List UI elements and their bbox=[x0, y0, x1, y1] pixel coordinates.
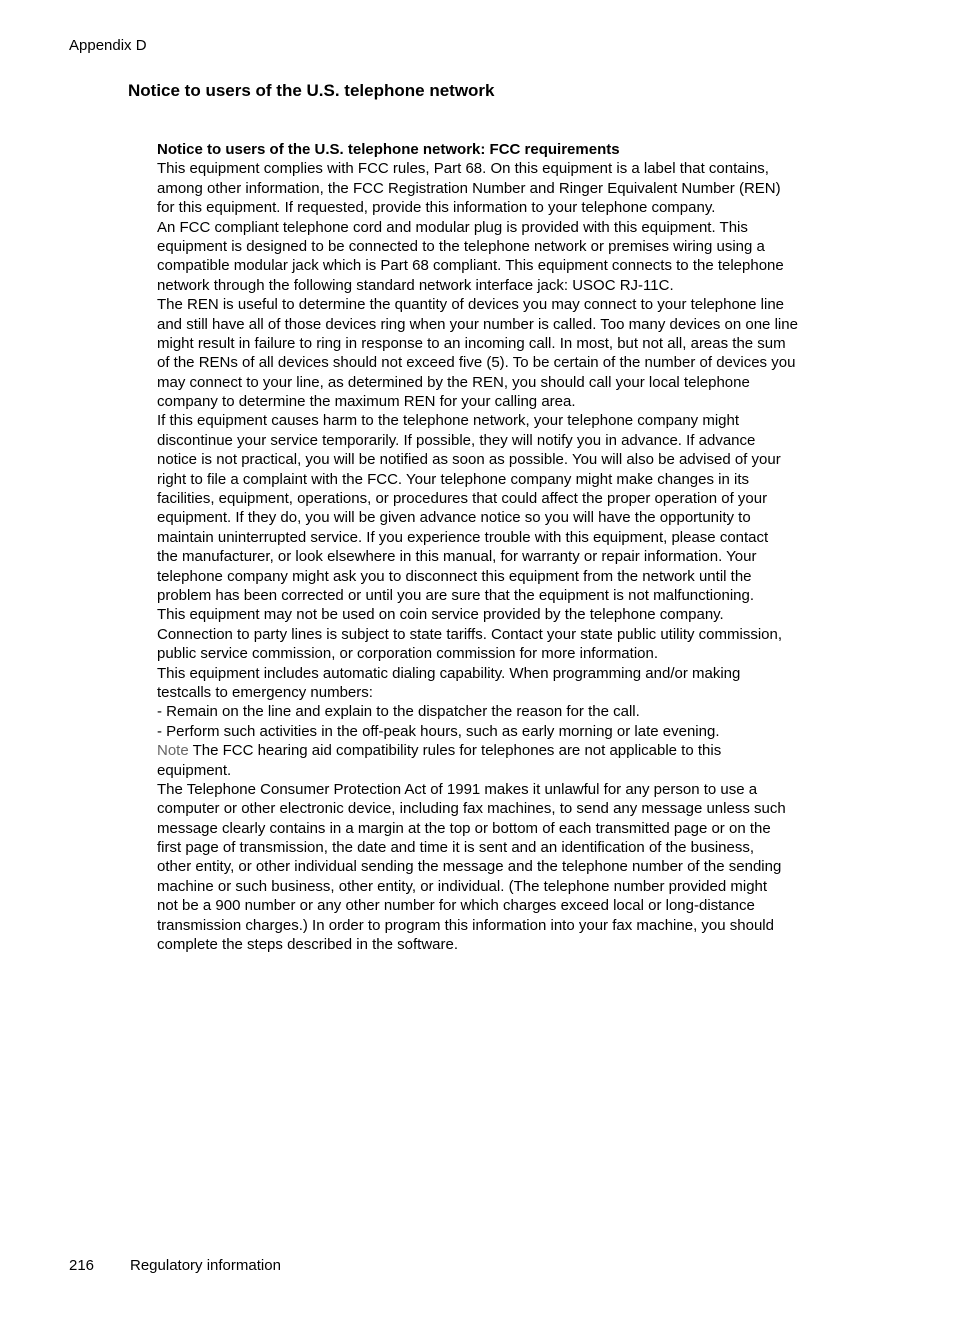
notice-line: maintain uninterrupted service. If you experience trouble with this equipment, please contact bbox=[157, 528, 769, 546]
notice-line: might result in failure to ring in response to an incoming call. In most, but not all, areas the sum bbox=[157, 334, 786, 352]
notice-line: equipment is designed to be connected to the telephone network or premises wiring using a bbox=[157, 237, 765, 255]
notice-line: public service commission, or corporation commission for more information. bbox=[157, 645, 659, 663]
notice-line: company to determine the maximum REN for your calling area. bbox=[157, 393, 576, 411]
notice-line: telephone company might ask you to disconnect this equipment from the network until the bbox=[157, 567, 752, 585]
chapter-title: Regulatory information bbox=[130, 1257, 281, 1274]
tcpa-line: The Telephone Consumer Protection Act of 1991 makes it unlawful for any person to use a bbox=[157, 780, 758, 798]
notice-line: among other information, the FCC Registration Number and Ringer Equivalent Number (REN) bbox=[157, 179, 781, 197]
tcpa-line: transmission charges.) In order to program this information into your fax machine, you should bbox=[157, 916, 774, 934]
tcpa-line: complete the steps described in the software. bbox=[157, 936, 458, 954]
fcc-notice-block bbox=[157, 140, 862, 954]
notice-line: for this equipment. If requested, provide this information to your telephone company. bbox=[157, 199, 716, 217]
notice-line: testcalls to emergency numbers: bbox=[157, 683, 373, 701]
notice-line: The REN is useful to determine the quantity of devices you may connect to your telephone line bbox=[157, 296, 785, 314]
notice-line: This equipment complies with FCC rules, Part 68. On this equipment is a label that contains, bbox=[157, 160, 769, 178]
page-footer bbox=[69, 1257, 281, 1275]
notice-line: If this equipment causes harm to the telephone network, your telephone company might bbox=[157, 412, 740, 430]
running-head: Appendix D bbox=[69, 37, 147, 54]
notice-line: right to file a complaint with the FCC. Your telephone company might make changes in its bbox=[157, 470, 749, 488]
tcpa-line: machine or such business, other entity, or individual. (The telephone number provided might bbox=[157, 877, 768, 895]
notice-line: problem has been corrected or until you are sure that the equipment is not malfunctioning. bbox=[157, 586, 755, 604]
page-number: 216 bbox=[69, 1257, 95, 1274]
notice-line: network through the following standard network interface jack: USOC RJ-11C. bbox=[157, 276, 674, 294]
notice-heading: Notice to users of the U.S. telephone network: FCC requirements bbox=[157, 141, 620, 158]
notice-line: compatible modular jack which is Part 68 compliant. This equipment connects to the telephone bbox=[157, 257, 784, 275]
tcpa-line: first page of transmission, the date and time it is sent and an identification of the business, bbox=[157, 839, 755, 857]
notice-line: and still have all of those devices ring when your number is called. Too many devices on one line bbox=[157, 315, 798, 333]
notice-line: discontinue your service temporarily. If possible, they will notify you in advance. If advance bbox=[157, 431, 756, 449]
tcpa-paragraph bbox=[157, 780, 862, 955]
notice-line: may connect to your line, as determined by the REN, you should call your local telephone bbox=[157, 373, 750, 391]
notice-line: equipment. If they do, you will be given advance notice so you will have the opportunity to bbox=[157, 509, 751, 527]
notice-line: - Perform such activities in the off-peak hours, such as early morning or late evening. bbox=[157, 722, 720, 740]
section-title: Notice to users of the U.S. telephone network bbox=[128, 81, 495, 100]
notice-line: This equipment includes automatic dialing capability. When programming and/or making bbox=[157, 664, 741, 682]
notice-line: This equipment may not be used on coin service provided by the telephone company. bbox=[157, 606, 724, 624]
note-label: Note bbox=[157, 742, 189, 760]
tcpa-line: other entity, or other individual sending the message and the telephone number of the sending bbox=[157, 858, 782, 876]
notice-body bbox=[157, 159, 862, 741]
note-line bbox=[157, 741, 862, 760]
note-line-continued: equipment. bbox=[157, 761, 232, 779]
notice-line: An FCC compliant telephone cord and modular plug is provided with this equipment. This bbox=[157, 218, 748, 236]
notice-line: Connection to party lines is subject to state tariffs. Contact your state public utility commission, bbox=[157, 625, 783, 643]
tcpa-line: message clearly contains in a margin at the top or bottom of each transmitted page or on the bbox=[157, 819, 771, 837]
notice-line: - Remain on the line and explain to the dispatcher the reason for the call. bbox=[157, 703, 640, 721]
notice-line: the manufacturer, or look elsewhere in this manual, for warranty or repair information. Your bbox=[157, 548, 757, 566]
tcpa-line: computer or other electronic device, including fax machines, to send any message unless such bbox=[157, 800, 786, 818]
note-text: The FCC hearing aid compatibility rules for telephones are not applicable to this bbox=[188, 742, 722, 760]
tcpa-line: not be a 900 number or any other number for which charges exceed local or long-distance bbox=[157, 897, 755, 915]
notice-line: of the RENs of all devices should not exceed five (5). To be certain of the number of devices you bbox=[157, 354, 796, 372]
notice-line: facilities, equipment, operations, or procedures that could affect the proper operation of your bbox=[157, 490, 768, 508]
notice-line: notice is not practical, you will be notified as soon as possible. You will also be advised of your bbox=[157, 451, 781, 469]
